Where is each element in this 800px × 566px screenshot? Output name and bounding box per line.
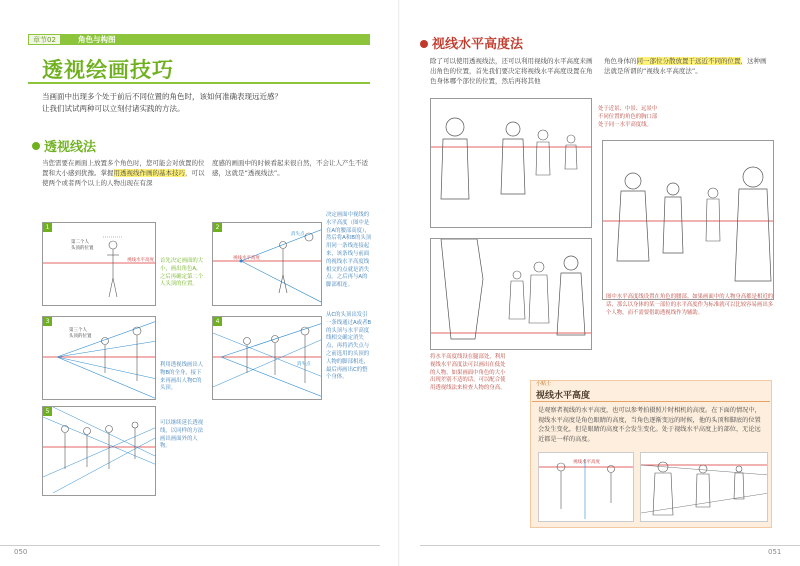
figure-label: 头顶的位置 [71,246,94,251]
figure-4 [212,316,322,400]
figure-label: 头顶的位置 [69,334,92,339]
tip-tag: 小贴士 [536,381,552,387]
figure-1-drawing [43,223,156,306]
body-text-col1: 除了可以使用透视线法，还可以利用视线的水平高度来画出角色的位置，首先我们要决定将视线水平高度设置在角色身体哪个部位的位置，然后再将其他 [430,57,593,85]
figure-number: 2 [213,223,222,232]
section-heading: 视线水平高度法 [432,37,524,52]
intro-line-2: 让我们试试两种可以立刻付诸实践的方法。 [42,104,185,113]
figure-label: 消失点 [297,362,311,367]
tip-title: 视线水平高度 [536,391,591,401]
note-top: 处于近景、中景、远景中不同位置的角色的胸口部处于同一水平高度线。 [598,106,658,128]
figure-5 [42,406,156,496]
highlight-text: 用透视线作画的基本技巧 [113,169,185,177]
section-tag: 章节02 [28,34,61,45]
tip-illustration-2-drawing [641,453,768,522]
intro-line-1: 当画面中出现多个处于前后不同位置的角色时，该如何准确表现远近感？ [42,92,282,101]
figure-5-note: 可以继续延长透视线，以同样的方法画出画面外的人物。 [160,420,204,450]
section-heading: 透视线法 [44,140,97,155]
tip-figure-label: 视线水平高度 [573,460,600,465]
body-text-col1: 当您需要在画面上放置多个角色时，您可能会对放置的位置和大小感到犹豫。掌握用透视线作画的基本技巧，可以使两个或者两个以上的人物出现在有深 [42,159,205,187]
footer-rule [420,545,800,546]
page-number: 050 [14,548,28,556]
illustration-right-drawing [603,141,774,300]
illustration-right [602,140,774,300]
highlight-text: 同一部位分散放置于远近不同的位置 [636,57,741,65]
illustration-bottom-drawing [431,239,592,350]
figure-label: 第二个人 [71,240,89,245]
heading-bullet [32,142,40,150]
page-number: 051 [768,548,782,556]
figure-number: 4 [213,317,222,326]
figure-number: 3 [43,317,52,326]
title-rule [28,82,370,84]
figure-1-note: 首先决定画面的大小，画出角色A，之后再确定第二个人头顶的位置。 [160,258,204,288]
figure-3 [42,316,156,400]
footer-rule [0,545,380,546]
intro-text [42,91,362,115]
figure-1 [42,222,156,306]
illustration-bottom [430,238,592,350]
figure-label: 第三个人 [69,328,87,333]
body-text-col2: 度感的画面中的时候看起来很自然，不会让人产生不适感，这就是“透视线法”。 [212,159,368,177]
tip-text: 是观察者视线的水平高度，也可以参考拍摄照片时相机的高度。在下面的情况中，视线水平高度是角色眼睛的高度，当角色逐渐变远的时候，他的头顶和脚底的位置会发生变化，但是眼睛的高度不会发生变化。处于视线水平高度上的部位，无论远近都是一样的高度。 [538,407,761,443]
figure-3-drawing [43,317,156,400]
note-middle: 图中水平高度线设置在角色的腰部。如果画面中的人物身高都是相近的话，那么以身体的某一部位的水平高度作为标准就可以比较容易画出多个人物，而不需要借助透视线作为辅助。 [606,294,774,316]
figure-label: 视线水平高度 [127,258,154,263]
figure-label: 消失点 [291,232,305,237]
heading-bullet [420,40,428,48]
figure-4-drawing [213,317,322,400]
illustration-top-drawing [431,99,592,228]
note-bottom: 将水平高度线设在腿部处，利用视线水平高度法可以画出在低处的人物，如果画面中角色的大小出现差别不适的话，可以配合使用透视线法来检查人物的身高。 [430,354,506,392]
section-name: 角色与构图 [78,35,116,44]
body-text-col2: 角色身体的同一部位分散放置于远近不同的位置，这种画法就是所谓的“视线水平高度法”。 [604,57,767,75]
tip-illustration-2 [640,452,768,522]
page-title: 透视绘画技巧 [42,58,174,82]
figure-5-drawing [43,407,156,496]
figure-label: 视线水平高度 [233,256,260,261]
figure-number: 1 [43,223,52,232]
tip-rule [532,401,770,402]
figure-3-note: 利用透视线画出人物B的全身，接下来再画出人物C的头顶。 [160,362,204,392]
figure-number: 5 [43,407,52,416]
illustration-top [430,98,592,228]
figure-2-drawing [213,223,322,306]
figure-2-note: 决定画面中视线的水平高度（图中是在A的腰部高度），然后将A和B的头顶用同一条线连接起来，该条线与前面的视线水平高度线相交的点就是消失点。之后再与A的脚部相连。 [326,212,372,289]
figure-2 [212,222,322,306]
tip-illustration-1 [538,452,634,522]
figure-4-note: 从C的头顶出发引一条线通过A或者B的头顶与水平高度线相交确定消失点，再将消失点与之前选用的头顶的人物的脚部相连，最后再画出C的整个身体。 [326,312,372,381]
